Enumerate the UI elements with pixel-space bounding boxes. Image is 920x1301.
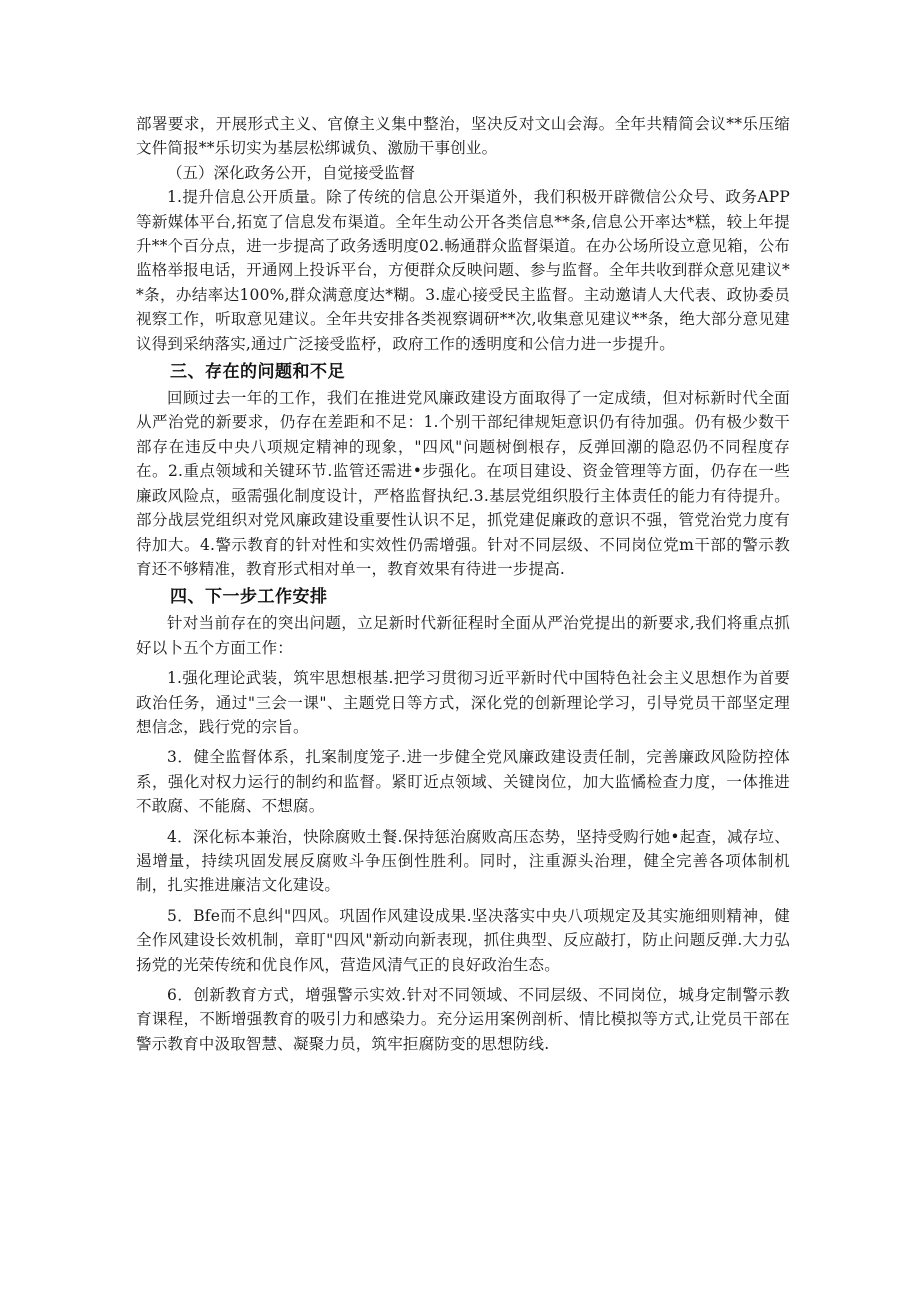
intro-paragraph: 部署要求，开展形式主义、官僚主义集中整治，坚决反对文山会海。全年共精简会议**乐压缩文件简报**乐切实为基层松绑诚负、激励干事创业。	[136, 115, 790, 158]
section-heading-next-steps: 四、下一步工作安排	[170, 587, 328, 608]
work-item: 1.强化理论武装，筑牢思想根基.把学习贯彻习近平新时代中国特色社会主义思想作为首要政治任务，通过"三会一课"、主题党日等方式，深化党的创新理论学习，引导党员干部坚定理想信念，践行党的宗旨。	[136, 669, 790, 736]
work-item: 3．健全监督体系，扎案制度笼子.进一步健全党风廉政建设责任制，完善廉政风险防控体系，强化对权力运行的制约和监督。紧盯近点领域、关键岗位，加大监憰检查力度，一体推进不敢腐、不能腐、不想腐。	[136, 748, 790, 816]
subsection-title: （五）深化政务公开，自觉接受监督	[167, 163, 416, 182]
subsection-body: 1.提升信息公开质量。除了传统的信息公开渠道外，我们积极开辟微信公众号、政务APP等新媒体平台,拓宽了信息发布渠道。全年生动公开各类信息**条,信息公开率达*糕，较上年提升**个百分点，进一步提高了政务透明度02.畅通群众监督渠道。在办公场所设立意见箱，公布监格举报电话，开通网上投诉平台，方便群众反映问题、参与监督。全年共收到群众意见建议**条，办结率达100%,群众满意度达*糊。3.虚心接受民主监督。主动邀请人大代表、政协委员视察工作，听取意见建议。全年共安排各类视察调研**次,收集意见建议**条，绝大部分意见建议得到采纳落实,通过广泛接受监杼，政府工作的透明度和公信力进一步提升。	[136, 188, 790, 353]
next-steps-intro: 针对当前存在的突出问题，立足新时代新征程时全面从严治党提出的新要求,我们将重点抓好以卜五个方面工作：	[136, 614, 790, 657]
work-item: 5．Bfe而不息纠"四风。巩固作风建设成果.坚决落实中央八项规定及其实施细则精神，健全作风建设长效机制，章盯"四风"新动向新表现，抓住典型、反应敲打，防止问题反弹.大力弘扬党的光荣传统和优良作风，营造风清气正的良好政治生态。	[136, 906, 790, 974]
document-page	[136, 112, 790, 1056]
section-heading-problems: 三、存在的问题和不足	[170, 362, 345, 383]
problems-body: 回顾过去一年的工作，我们在推进党风廉政建设方面取得了一定成绩，但对标新时代全面从严治党的新要求，仍存在差距和不足：1.个别干部纪律规矩意识仍有待加强。仍有极少数干部存在违反中央八项规定精神的现象，"四风"问题树倒根存，反弹回潮的隐忍仍不同程度存在。2.重点领域和关键环节.监管还需进•步强化。在项目建设、资金管理等方面，仍存在一些廉政风险点，亟需强化制度设计，严格监督执纪.3.基层党组织股行主体责任的能力有待提升。部分战层党组织对党风廉政建设重要性认识不足，抓党建促廉政的意识不强，管党治党力度有待加大。4.警示教育的针对性和实效性仍需增强。针对不同层级、不同岗位党m干部的警示教育还不够精准，教育形式相对单一，教育效果有待进一步提高.	[136, 389, 790, 578]
work-item: 4．深化标本兼治，快除腐败土餐.保持惩治腐败高压态势，坚持受购行她•起查，减存垃、遏增量，持续巩固发展反腐败斗争压倒性胜利。同时，注重源头治理，健全完善各项体制机制，扎实推进廉洁文化建设。	[136, 827, 790, 895]
work-item: 6．创新教育方式，增强警示实效.针对不同领域、不同层级、不同岗位，城身定制警示教育课程，不断增强教育的吸引力和感染力。充分运用案例剖析、情比模拟等方式,让党员干部在警示教育中汲取智慧、凝聚力员，筑牢拒腐防变的思想防线.	[136, 986, 790, 1053]
